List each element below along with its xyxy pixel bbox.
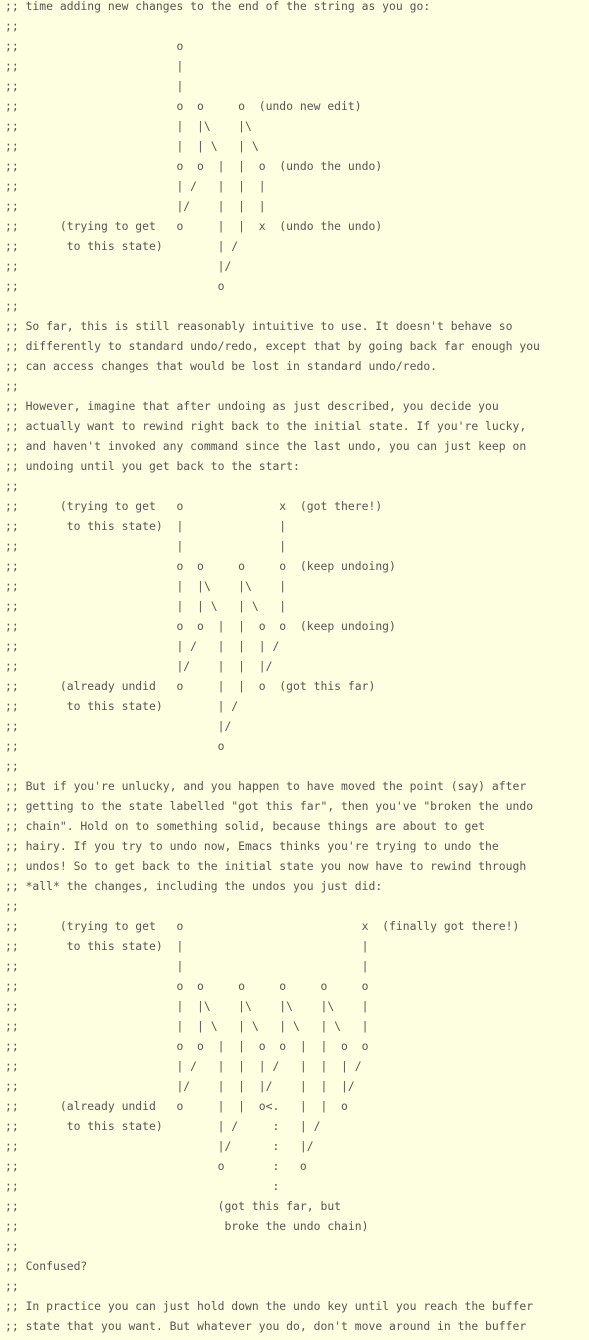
code-line: ;; to this state) | | bbox=[5, 519, 287, 533]
code-line: ;; | |\ |\ |\ |\ | bbox=[5, 999, 369, 1013]
code-line: ;; (trying to get o x (got there!) bbox=[5, 499, 383, 513]
code-line: ;; broke the undo chain) bbox=[5, 1219, 369, 1233]
code-line: ;; time adding new changes to the end of the string as you go: bbox=[5, 0, 431, 13]
code-line: ;; o o | | o o | | o o bbox=[5, 1039, 369, 1053]
code-line: ;; o bbox=[5, 39, 184, 53]
code-line: ;; o bbox=[5, 739, 225, 753]
code-line: ;; | | bbox=[5, 539, 287, 553]
code-line: ;; | | \ | \ | \ | \ | bbox=[5, 1019, 369, 1033]
code-line: ;; o o | | o o (keep undoing) bbox=[5, 619, 396, 633]
code-line: ;; | | \ | \ bbox=[5, 139, 259, 153]
code-line: ;; |/ bbox=[5, 259, 232, 273]
code-line: ;; o o o o o o bbox=[5, 979, 369, 993]
code-line: ;; bbox=[5, 759, 19, 773]
code-line: ;; | bbox=[5, 59, 184, 73]
code-line: ;; (trying to get o | | x (undo the undo) bbox=[5, 219, 383, 233]
code-line: ;; bbox=[5, 299, 19, 313]
code-line: ;; However, imagine that after undoing as just described, you decide you bbox=[5, 399, 499, 413]
code-line: ;; undos! So to get back to the initial state you now have to rewind through bbox=[5, 859, 527, 873]
code-line: ;; |/ | | |/ bbox=[5, 659, 273, 673]
code-line: ;; o o | | o (undo the undo) bbox=[5, 159, 383, 173]
code-line: ;; bbox=[5, 479, 19, 493]
code-line: ;; o o o o (keep undoing) bbox=[5, 559, 396, 573]
code-line: ;; state that you want. But whatever you do, don't move around in the buffer bbox=[5, 1319, 527, 1333]
code-line: ;; (already undid o | | o<. | | o bbox=[5, 1099, 348, 1113]
code-line: ;; | | bbox=[5, 959, 369, 973]
code-line: ;; | / | | | bbox=[5, 179, 266, 193]
code-line: ;; hairy. If you try to undo now, Emacs thinks you're trying to undo the bbox=[5, 839, 499, 853]
code-line: ;; So far, this is still reasonably intuitive to use. It doesn't behave so bbox=[5, 319, 513, 333]
code-line: ;; | | \ | \ | bbox=[5, 599, 287, 613]
code-line: ;; undoing until you get back to the start: bbox=[5, 459, 300, 473]
code-line: ;; | / | | | / | | | / bbox=[5, 1059, 362, 1073]
code-line: ;; (got this far, but bbox=[5, 1199, 342, 1213]
code-line: ;; to this state) | / bbox=[5, 699, 239, 713]
code-line: ;; (already undid o | | o (got this far) bbox=[5, 679, 376, 693]
code-line: ;; to this state) | / bbox=[5, 239, 239, 253]
code-line: ;; (trying to get o x (finally got there!) bbox=[5, 919, 520, 933]
code-line: ;; | / | | | / bbox=[5, 639, 280, 653]
code-line: ;; getting to the state labelled "got this far", then you've "broken the undo bbox=[5, 799, 534, 813]
code-line: ;; | bbox=[5, 79, 184, 93]
code-line: ;; bbox=[5, 19, 19, 33]
code-line: ;; chain". Hold on to something solid, because things are about to get bbox=[5, 819, 486, 833]
code-line: ;; |/ bbox=[5, 719, 232, 733]
code-line: ;; bbox=[5, 379, 19, 393]
code-line: ;; *all* the changes, including the undos you just did: bbox=[5, 879, 383, 893]
code-line: ;; |/ : |/ bbox=[5, 1139, 314, 1153]
code-line: ;; bbox=[5, 1239, 19, 1253]
code-line: ;; to this state) | | bbox=[5, 939, 369, 953]
code-line: ;; |/ | | | bbox=[5, 199, 266, 213]
code-line: ;; In practice you can just hold down the undo key until you reach the buffer bbox=[5, 1299, 534, 1313]
code-line: ;; bbox=[5, 1279, 19, 1293]
code-line: ;; actually want to rewind right back to the initial state. If you're lucky, bbox=[5, 419, 527, 433]
code-line: ;; bbox=[5, 899, 19, 913]
code-line: ;; o bbox=[5, 279, 225, 293]
code-line: ;; o : o bbox=[5, 1159, 307, 1173]
code-line: ;; Confused? bbox=[5, 1259, 88, 1273]
code-line: ;; to this state) | / : | / bbox=[5, 1119, 321, 1133]
code-line: ;; can access changes that would be lost in standard undo/redo. bbox=[5, 359, 438, 373]
code-lines bbox=[5, 0, 540, 1336]
code-line: ;; and haven't invoked any command since the last undo, you can just keep on bbox=[5, 439, 527, 453]
code-line: ;; But if you're unlucky, and you happen to have moved the point (say) after bbox=[5, 779, 527, 793]
code-line: ;; | |\ |\ bbox=[5, 119, 252, 133]
code-line: ;; | |\ |\ | bbox=[5, 579, 287, 593]
code-line: ;; |/ | | |/ | | |/ bbox=[5, 1079, 355, 1093]
code-line: ;; o o o (undo new edit) bbox=[5, 99, 362, 113]
code-line: ;; : bbox=[5, 1179, 280, 1193]
code-line: ;; differently to standard undo/redo, except that by going back far enough you bbox=[5, 339, 540, 353]
